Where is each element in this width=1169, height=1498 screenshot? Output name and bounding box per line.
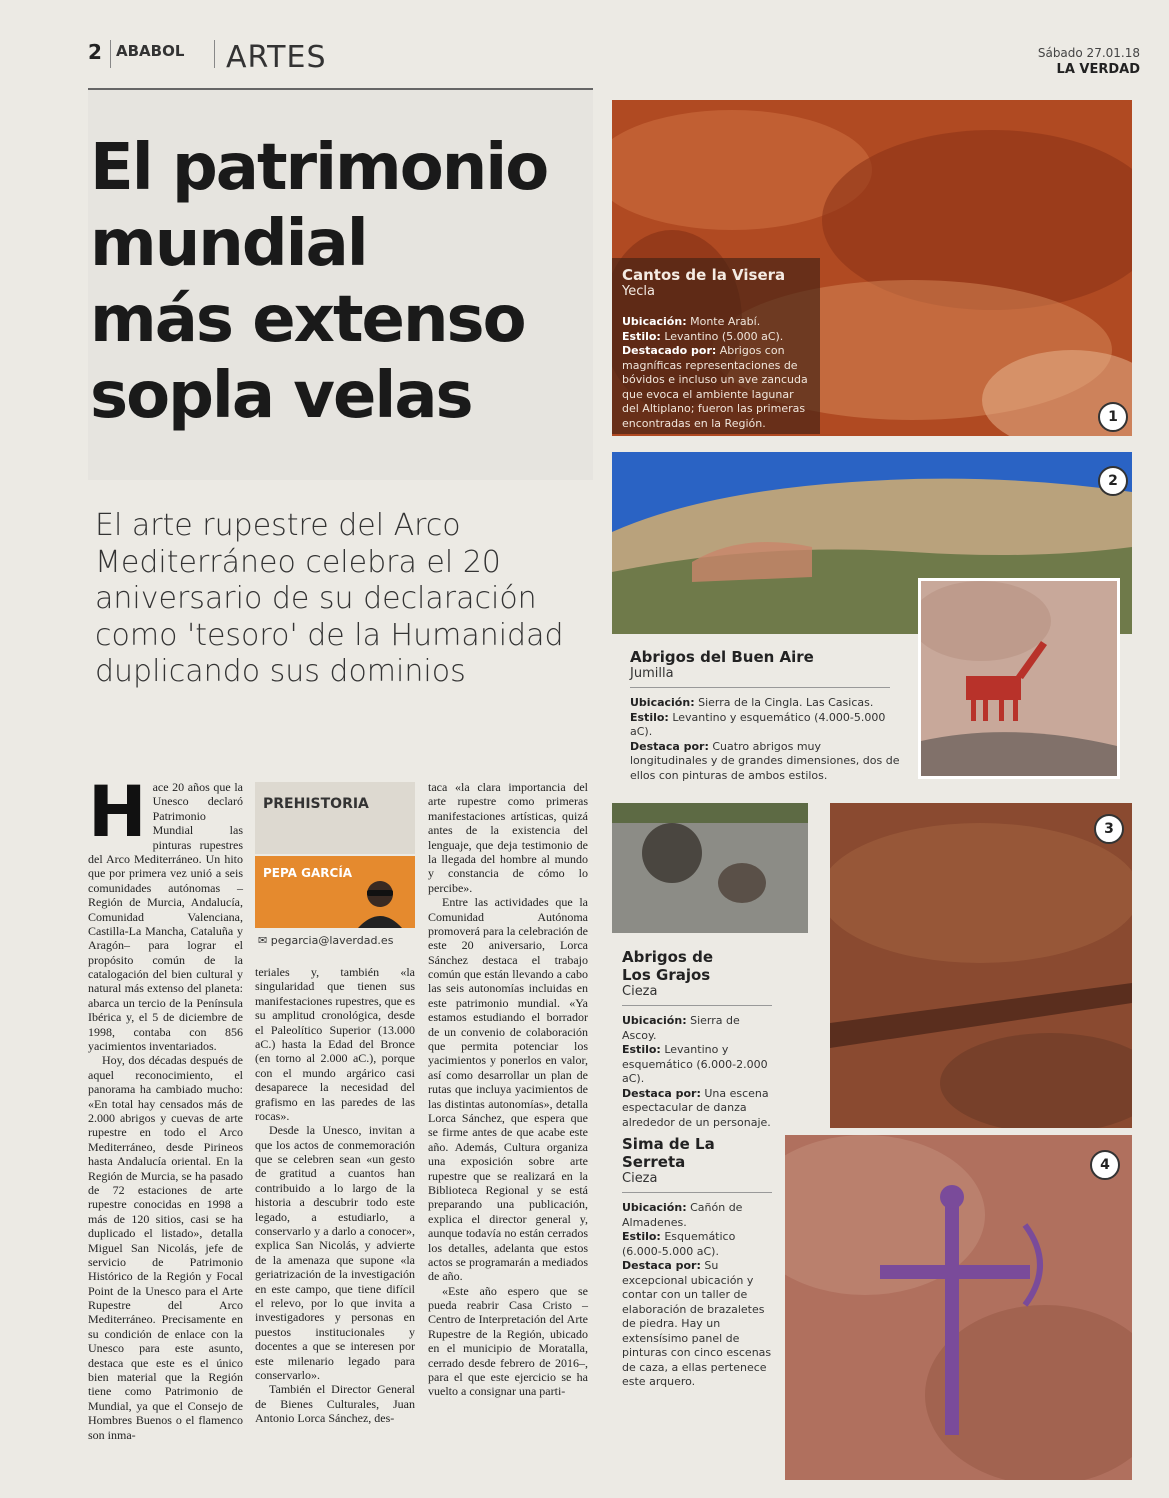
site-details: Ubicación: Monte Arabí. Estilo: Levantino (5.000 aC). Destacado por: Abrigos con magníficas representaciones de bóvidos e incluso un ave zancuda que evoca el ambiente lagunar del Altiplano; fueron las primeras encontradas en la Región. [622, 315, 808, 430]
caption-3 [622, 948, 772, 1130]
caption-rule [622, 1192, 772, 1193]
header-divider [110, 40, 111, 68]
photo-number-badge: 2 [1098, 466, 1128, 496]
site-details: Ubicación: Cañón de Almadenes. Estilo: Esquemático (6.000-5.000 aC). Destaca por: Su excepcional ubicación y contar con un taller de elaboración de brazaletes de piedra. Hay un extensísimo panel de pinturas con cinco escenas de caza, a ellas pertenece este arquero. [622, 1201, 772, 1389]
rock-figures-image [921, 581, 1117, 776]
caption-rule [630, 687, 890, 688]
author-email[interactable]: ✉ pegarcia@laverdad.es [258, 934, 394, 947]
page-number: 2 [88, 40, 102, 64]
author-box [255, 856, 415, 928]
photo-number-badge: 1 [1098, 402, 1128, 432]
site-town: Cieza [622, 1171, 658, 1186]
archer-rock-art-image [785, 1135, 1132, 1480]
caption-4 [622, 1135, 772, 1390]
section-brand: ABABOL [116, 42, 185, 60]
site-town: Cieza [622, 984, 658, 999]
article-headline: El patrimonio mundial más extenso sopla velas [90, 131, 548, 434]
photo-number-badge: 4 [1090, 1150, 1120, 1180]
header-divider [214, 40, 215, 68]
site-name: Cantos de la Visera [622, 266, 786, 284]
inset-photo-grajos [612, 803, 808, 933]
inset-photo-buen-aire [918, 578, 1120, 779]
article-subhead: El arte rupestre del Arco Mediterráneo celebra el 20 aniversario de su declaración como 'tesoro' de la Humanidad duplicando sus dominios [95, 508, 564, 690]
site-town: Yecla [622, 284, 655, 299]
newspaper-name: LA VERDAD [1056, 62, 1140, 77]
site-details: Ubicación: Sierra de la Cingla. Las Casicas. Estilo: Levantino y esquemático (4.000-5.000 aC). Destaca por: Cuatro abrigos muy longitudinales y de grandes dimensiones, dos de ellos con pinturas de ambos estilos. [630, 696, 900, 782]
tag-label: PREHISTORIA [263, 796, 369, 812]
site-name: Abrigos de Los Grajos [622, 948, 713, 984]
caption-overlay-1 [612, 258, 820, 434]
photo-abrigos-de-los-grajos [830, 803, 1132, 1128]
site-name: Abrigos del Buen Aire [630, 648, 814, 666]
site-details: Ubicación: Sierra de Ascoy. Estilo: Levantino y esquemático (6.000-2.000 aC). Destaca por: Una escena espectacular de danza alrededor de un personaje. [622, 1014, 771, 1129]
rock-wall-image [830, 803, 1132, 1128]
article-column-2: teriales y, también «la singularidad que tienen sus manifestaciones rupestres, que es su amplitud cronológica, desde el Paleolítico Superior (13.000 aC.) hasta la Edad del Bronce (en torno al 2.000 aC.), porque con el mundo argárico casi desaparece la necesidad del grafismo en las paredes de las rocas». Desde la Unesco, invitan a que los actos de conmemoración que se celebren sean «un gesto de gratitud a cuantos han contribuido a lo largo de la historia a descubrir todo este legado, a estudiarlo, a conservarlo y a darlo a conocer», explica San Nicolás, y advierte de la amenaza que supone «la geriatrización de la investigación en este campo, que tiene difícil el relevo, por lo que invita a investigadores y personas en puestos institucionales y docentes a que se interesen por este milenario legado para conservarlo». También el Director General de Bienes Culturales, Juan Antonio Lorca Sánchez, des- [255, 965, 415, 1426]
author-name: PEPA GARCÍA [263, 866, 353, 880]
issue-date: Sábado 27.01.18 [1037, 46, 1140, 60]
drop-cap: H [88, 771, 147, 853]
article-column-3: taca «la clara importancia del arte rupestre como primeras manifestaciones artísticas, quizá antes de la existencia del lenguaje, que deja testimonio de la llegada del hombre al mundo y constancia de cómo lo percibe». Entre las actividades que la Comunidad Autónoma promoverá para la celebración de este 20 aniversario, Lorca Sánchez destaca el trabajo común que están llevando a cabo las seis autonomías incluidas en este patrimonio mundial. «Ya estamos estudiando el borrador de un convenio de colaboración que permita potenciar los yacimientos y ponerlos en valor, así como desarrollar un plan de rutas que incluya yacimientos de las distintas autonomías», detalla Lorca Sánchez, que espera que se firme antes de que acabe este año. Además, Cultura organiza una exposición sobre arte rupestre que se realizará en la Biblioteca Regional y se está preparando una publicación, explica el director general y, aunque todavía no están cerrados los detalles, adelanta que estos actos se programarán a mediados de año. «Este año espero que se pueda reabrir Casa Cristo –Centro de Interpretación del Arte Rupestre de la Región, ubicado en el municipio de Moratalla, cerrado desde febrero de 2016–, para el que este ejercicio se ha vuelto a consignar una parti- [428, 780, 588, 1399]
tag-box [255, 782, 415, 854]
envelope-icon: ✉ [258, 934, 268, 947]
author-photo [350, 868, 410, 928]
site-name: Sima de La Serreta [622, 1135, 715, 1171]
photo-number-badge: 3 [1094, 814, 1124, 844]
section-title: ARTES [226, 40, 327, 75]
photo-sima-de-la-serreta [785, 1135, 1132, 1480]
caption-2 [630, 648, 900, 783]
cave-shelter-image [612, 803, 808, 933]
caption-rule [622, 1005, 772, 1006]
article-column-1: Hace 20 años que la Unesco declaró Patrimonio Mundial las pinturas rupestres del Arco Mediterráneo. Un hito que por primera vez unió a seis comunidades autónomas –Región de Murcia, Andalucía, Comunidad Valenciana, Castilla-La Mancha, Cataluña y Aragón– para lograr el propósito común de la catalogación del bien cultural y natural más extenso del planeta: abarca un tercio de la Península Ibérica y, el 5 de diciembre de 1998, contaba con 856 yacimientos inventariados. Hoy, dos décadas después de aquel reconocimiento, el panorama ha cambiado mucho: «En total hay censados más de 2.000 abrigos y cuevas de arte rupestre en todo el Arco Mediterráneo, desde Pirineos hasta Andalucía oriental. En la Región de Murcia, se ha pasado de 72 estaciones de arte rupestre conocidas en 1998 a más de 120 sitios, casi se ha duplicado el listado», detalla Miguel San Nicolás, jefe de servicio de Patrimonio Histórico de la Región y Focal Point de la Unesco para el Arte Rupestre del Arco Mediterráneo. Precisamente en su condición de enlace con la Unesco para este asunto, destaca que este es el único bien material que la Región tiene como Patrimonio de Mundial, ya que el Consejo de Hombres Buenos o el flamenco son inma- [88, 771, 243, 1442]
site-town: Jumilla [630, 666, 674, 681]
